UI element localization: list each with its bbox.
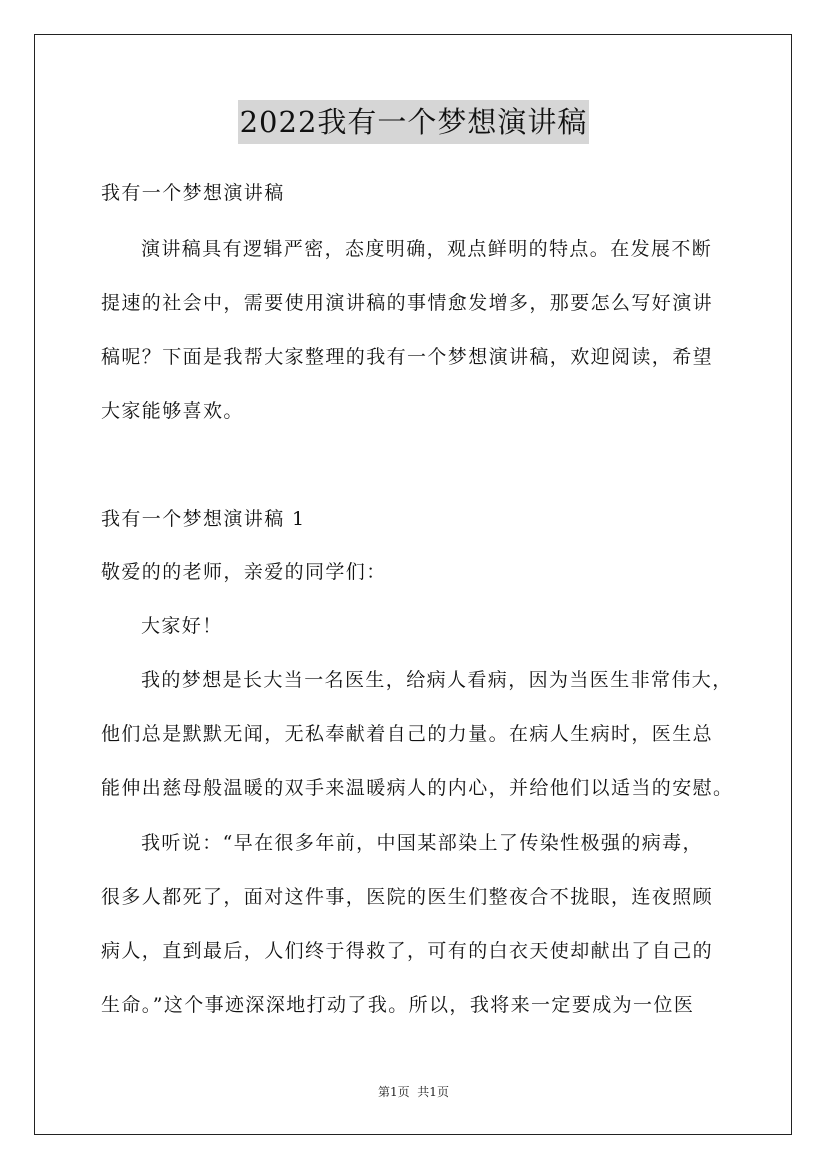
para1-line-1: 我的梦想是长大当一名医生，给病人看病，因为当医生非常伟大， xyxy=(141,669,733,691)
document-subtitle: 我有一个梦想演讲稿 xyxy=(101,182,285,204)
page-number-footer: 第1页 共1页 xyxy=(378,1085,449,1099)
para2-line-1: 我听说：“早在很多年前，中国某部染上了传染性极强的病毒， xyxy=(141,832,703,854)
section-heading: 我有一个梦想演讲稿 1 xyxy=(101,508,306,530)
salutation: 敬爱的的老师，亲爱的同学们： xyxy=(101,561,387,583)
para1-line-2: 他们总是默默无闻，无私奉献着自己的力量。在病人生病时，医生总 xyxy=(101,723,714,745)
greeting: 大家好！ xyxy=(141,615,223,637)
intro-line-2: 提速的社会中，需要使用演讲稿的事情愈发增多，那要怎么写好演讲 xyxy=(101,292,714,314)
para2-line-4: 生命。”这个事迹深深地打动了我。所以，我将来一定要成为一位医 xyxy=(101,994,695,1016)
para2-line-3: 病人，直到最后，人们终于得救了，可有的白衣天使却献出了自己的 xyxy=(101,940,714,962)
document-title: 2022我有一个梦想演讲稿 xyxy=(238,100,590,144)
intro-line-3: 稿呢？下面是我帮大家整理的我有一个梦想演讲稿，欢迎阅读，希望 xyxy=(101,346,714,368)
intro-line-1: 演讲稿具有逻辑严密，态度明确，观点鲜明的特点。在发展不断 xyxy=(141,238,713,260)
intro-line-4: 大家能够喜欢。 xyxy=(101,400,244,422)
para1-line-3: 能伸出慈母般温暖的双手来温暖病人的内心，并给他们以适当的安慰。 xyxy=(101,777,734,799)
title-container xyxy=(0,100,827,144)
para2-line-2: 很多人都死了，面对这件事，医院的医生们整夜合不拢眼，连夜照顾 xyxy=(101,886,714,908)
